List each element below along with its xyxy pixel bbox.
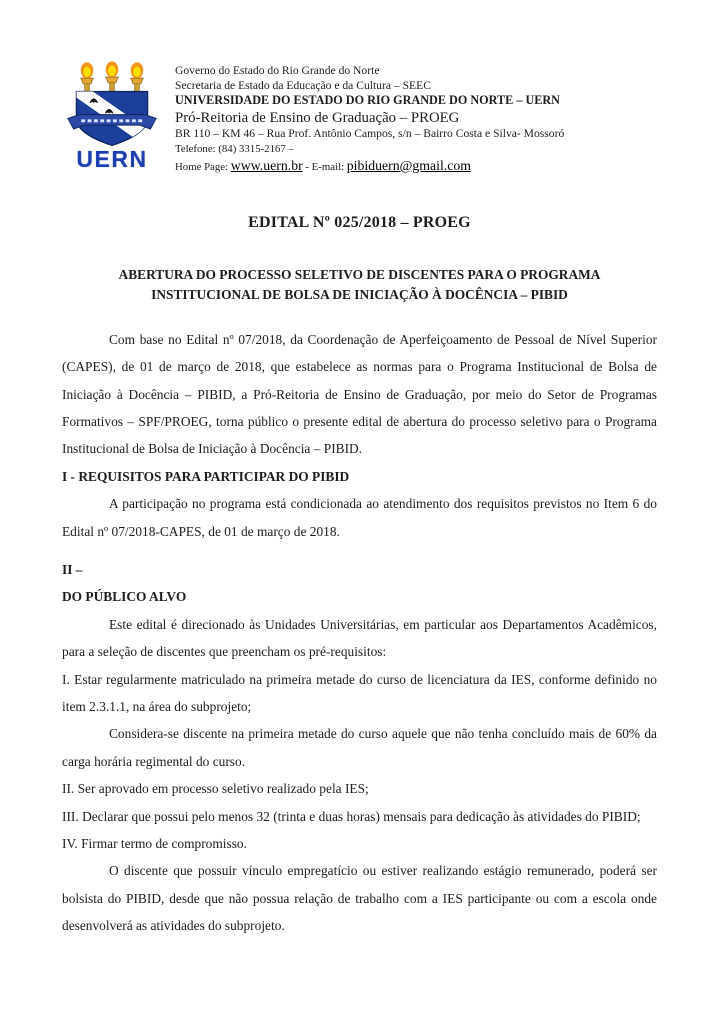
letterhead-links-line <box>175 157 564 176</box>
section-heading-requisitos: I - REQUISITOS PARA PARTICIPAR DO PIBID <box>62 468 350 484</box>
uern-logo-acronym: UERN <box>76 146 148 172</box>
letterhead-government-line: Governo do Estado do Rio Grande do Norte <box>175 64 380 77</box>
email-link[interactable]: pibiduern@gmail.com <box>346 157 471 173</box>
document-subtitle: ABERTURA DO PROCESSO SELETIVO DE DISCENTES PARA O PROGRAMA INSTITUCIONAL DE BOLSA DE INICIAÇÃO À DOCÊNCIA – PIBID <box>118 266 601 303</box>
letterhead <box>62 60 657 176</box>
paragraph-preamble: Com base no Edital nº 07/2018, da Coordenação de Aperfeiçoamento de Pessoal de Nível Superior (CAPES), de 01 de março de 2018, que estabelece as normas para o Programa Institucional de Bolsa de Iniciação à Docência – PIBID, a Pró-Reitoria de Ensino de Graduação, por meio do Setor de Programas Formativos – SPF/PROEG, torna público o presente edital de abertura do processo seletivo para o Programa Institucional de Bolsa de Iniciação à Docência – PIBID. <box>62 331 657 457</box>
paragraph-considera-se: Considera-se discente na primeira metade do curso aquele que não tenha concluído mais de 60% da carga horária regimental do curso. <box>62 726 657 769</box>
document-body <box>62 326 657 940</box>
requirement-item-1: I. Estar regularmente matriculado na primeira metade do curso de licenciatura da IES, conforme definido no item 2.3.1.1, na área do subprojeto; <box>62 671 657 714</box>
requirement-item-2: II. Ser aprovado em processo seletivo realizado pela IES; <box>62 781 369 797</box>
paragraph-requisitos: A participação no programa está condicionada ao atendimento dos requisitos previstos no Item 6 do Edital nº 07/2018-CAPES, de 01 de março de 2018. <box>62 496 657 539</box>
document-title: EDITAL Nº 025/2018 – PROEG <box>248 213 471 231</box>
uern-logo <box>62 60 162 170</box>
letterhead-prorectory-line: Pró-Reitoria de Ensino de Graduação – PROEG <box>175 109 460 126</box>
letterhead-secretary-line: Secretaria de Estado da Educação e da Cultura – SEEC <box>175 78 431 92</box>
uern-crest-icon <box>64 60 160 150</box>
letterhead-text <box>175 60 564 176</box>
section-heading-ii: II – <box>62 561 83 577</box>
homepage-link[interactable]: www.uern.br <box>230 157 303 173</box>
requirement-item-3: III. Declarar que possui pelo menos 32 (trinta e duas horas) mensais para dedicação às atividades do PIBID; <box>62 808 641 824</box>
letterhead-address-line: BR 110 – KM 46 – Rua Prof. Antônio Campos, s/n – Bairro Costa e Silva- Mossoró <box>175 127 565 141</box>
requirement-item-4: IV. Firmar termo de compromisso. <box>62 836 247 851</box>
letterhead-phone-line: Telefone: (84) 3315-2167 – <box>175 142 294 155</box>
email-label: - E-mail: <box>305 160 345 173</box>
paragraph-vinculo: O discente que possuir vínculo empregatício ou estiver realizando estágio remunerado, poderá ser bolsista do PIBID, desde que não possua relação de trabalho com a IES participante ou com a escola onde desenvolverá as atividades do subprojeto. <box>62 863 657 934</box>
homepage-label: Home Page: <box>175 160 229 173</box>
section-heading-publico-alvo: DO PÚBLICO ALVO <box>62 589 187 605</box>
letterhead-university-line: UNIVERSIDADE DO ESTADO DO RIO GRANDE DO NORTE – UERN <box>175 93 560 108</box>
torch-icons <box>81 61 143 91</box>
paragraph-publico-alvo: Este edital é direcionado às Unidades Universitárias, em particular aos Departamentos Acadêmicos, para a seleção de discentes que preencham os pré-requisitos: <box>62 616 657 660</box>
